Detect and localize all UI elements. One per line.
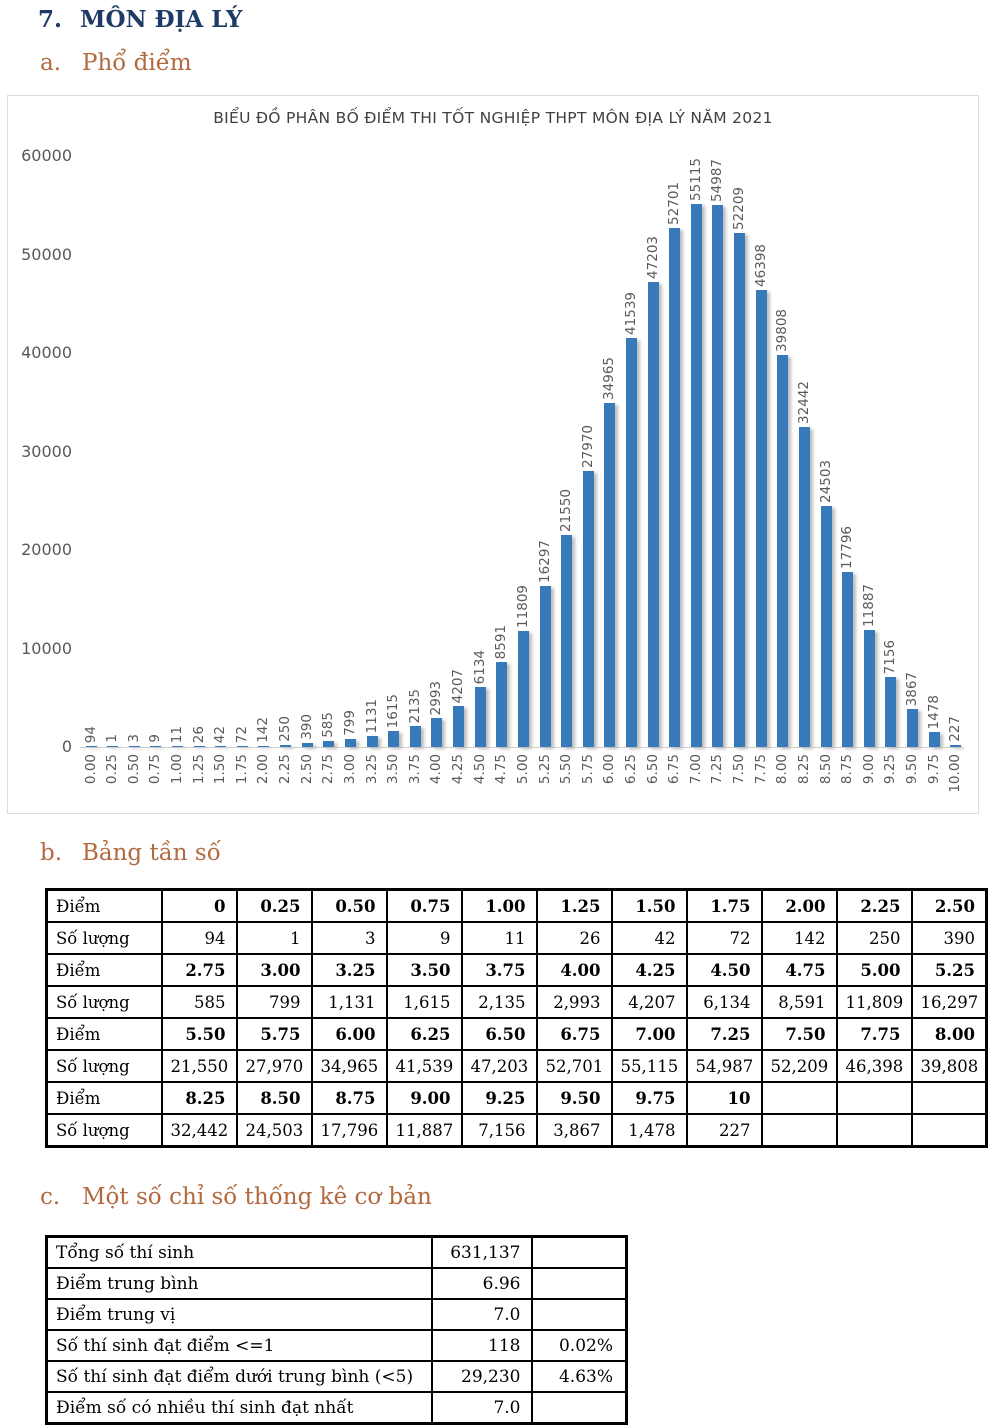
stats-row-percent: [532, 1268, 627, 1299]
bar: [280, 745, 291, 747]
subsection-a-marker: a.: [40, 50, 62, 76]
freq-cell: 585: [162, 986, 237, 1018]
bar: [842, 572, 853, 747]
bar-value-label: 16297: [536, 540, 553, 583]
bar-value-label: 11809: [514, 585, 531, 628]
x-axis-tick-label: 4.25: [450, 754, 467, 785]
bar: [302, 743, 313, 747]
bar: [712, 205, 723, 747]
freq-cell: 55,115: [612, 1050, 687, 1082]
stats-row-percent: 0.02%: [532, 1330, 627, 1361]
stats-row-label: Điểm trung vị: [47, 1299, 432, 1330]
freq-cell: 5.00: [837, 954, 912, 986]
x-axis-tick-label: 4.75: [493, 754, 510, 785]
bar-value-label: 11: [168, 725, 185, 743]
freq-row-label: Điểm: [47, 954, 162, 986]
freq-cell: 46,398: [837, 1050, 912, 1082]
bar-value-label: 42: [212, 725, 229, 743]
freq-cell: 9.75: [612, 1082, 687, 1114]
freq-cell: [762, 1082, 837, 1114]
freq-cell: 24,503: [237, 1114, 312, 1147]
freq-cell: 52,701: [537, 1050, 612, 1082]
y-axis-tick-label: 50000: [21, 244, 72, 264]
freq-cell: 142: [762, 922, 837, 954]
freq-cell: 5.25: [912, 954, 987, 986]
section-heading: [38, 6, 242, 33]
freq-cell: 0.50: [312, 890, 387, 923]
bar-value-label: 142: [255, 717, 272, 743]
subsection-b-marker: b.: [40, 840, 63, 866]
freq-cell: 2,993: [537, 986, 612, 1018]
freq-cell: 390: [912, 922, 987, 954]
stats-table-row: [47, 1330, 627, 1361]
bar-value-label: 27970: [579, 425, 596, 468]
freq-row-label: Số lượng: [47, 986, 162, 1018]
freq-cell: 0: [162, 890, 237, 923]
bar-value-label: 47203: [644, 236, 661, 279]
bar: [648, 282, 659, 747]
x-axis-tick-label: 9.25: [882, 754, 899, 785]
y-axis-tick-label: 30000: [21, 441, 72, 461]
freq-cell: 54,987: [687, 1050, 762, 1082]
freq-cell: 1: [237, 922, 312, 954]
bar: [410, 726, 421, 747]
bar: [950, 745, 961, 747]
freq-cell: 4,207: [612, 986, 687, 1018]
x-axis-tick-label: 2.25: [277, 754, 294, 785]
bar: [907, 709, 918, 747]
freq-cell: 8.50: [237, 1082, 312, 1114]
stats-row-value: 631,137: [432, 1237, 532, 1269]
freq-cell: 2.00: [762, 890, 837, 923]
x-axis-tick-label: 3.00: [341, 754, 358, 785]
stats-row-label: Số thí sinh đạt điểm dưới trung bình (<5): [47, 1361, 432, 1392]
x-axis-tick-label: 2.00: [255, 754, 272, 785]
x-axis-tick-label: 5.00: [514, 754, 531, 785]
bar: [129, 746, 140, 747]
freq-cell: 21,550: [162, 1050, 237, 1082]
x-axis-tick-label: 3.25: [363, 754, 380, 785]
bar: [323, 741, 334, 747]
stats-row-label: Điểm số có nhiều thí sinh đạt nhất: [47, 1392, 432, 1424]
chart-title: BIỂU ĐỒ PHÂN BỐ ĐIỂM THI TỐT NGHIỆP THPT MÔN ĐỊA LÝ NĂM 2021: [213, 109, 773, 127]
freq-cell: 26: [537, 922, 612, 954]
freq-cell: 8.25: [162, 1082, 237, 1114]
bar-value-label: 34965: [601, 357, 618, 400]
bar-value-label: 52209: [731, 187, 748, 230]
x-axis-tick-label: 7.00: [687, 754, 704, 785]
freq-row-label: Số lượng: [47, 1114, 162, 1147]
freq-cell: 7.50: [762, 1018, 837, 1050]
freq-cell: 6,134: [687, 986, 762, 1018]
bar: [215, 746, 226, 747]
stats-table-row: [47, 1392, 627, 1424]
freq-cell: 7.00: [612, 1018, 687, 1050]
freq-cell: 94: [162, 922, 237, 954]
bar: [496, 662, 507, 747]
stats-row-value: 7.0: [432, 1392, 532, 1424]
bar-value-label: 46398: [752, 244, 769, 287]
stats-row-label: Điểm trung bình: [47, 1268, 432, 1299]
subsection-c-heading: [40, 1184, 432, 1210]
freq-row-label: Điểm: [47, 1018, 162, 1050]
freq-cell: 2.75: [162, 954, 237, 986]
x-axis-tick-label: 0.00: [82, 754, 99, 785]
x-axis-tick-label: 1.25: [190, 754, 207, 785]
stats-row-label: Số thí sinh đạt điểm <=1: [47, 1330, 432, 1361]
bar: [561, 535, 572, 747]
x-axis-tick-label: 8.00: [774, 754, 791, 785]
freq-cell: 16,297: [912, 986, 987, 1018]
freq-cell: 9: [387, 922, 462, 954]
bar-value-label: 3867: [904, 671, 921, 706]
bar: [885, 677, 896, 747]
freq-cell: [762, 1114, 837, 1147]
freq-cell: 6.75: [537, 1018, 612, 1050]
bar: [107, 746, 118, 747]
x-axis-tick-label: 6.25: [623, 754, 639, 785]
bar-value-label: 39808: [774, 309, 791, 352]
bar-value-label: 32442: [795, 381, 812, 424]
freq-cell: 8.00: [912, 1018, 987, 1050]
bar: [583, 471, 594, 747]
bar: [756, 290, 767, 747]
freq-cell: 1.50: [612, 890, 687, 923]
bar: [367, 736, 378, 747]
stats-row-value: 7.0: [432, 1299, 532, 1330]
freq-row-label: Số lượng: [47, 922, 162, 954]
x-axis-tick-label: 9.50: [904, 754, 921, 785]
subsection-b-heading: [40, 840, 221, 866]
freq-cell: 1.75: [687, 890, 762, 923]
statistics-table: [45, 1235, 628, 1425]
x-axis-tick-label: 9.00: [860, 754, 877, 785]
freq-cell: 9.50: [537, 1082, 612, 1114]
freq-table-row: [47, 1114, 987, 1147]
freq-row-label: Điểm: [47, 1082, 162, 1114]
section-title: MÔN ĐỊA LÝ: [80, 6, 243, 33]
bar: [453, 706, 464, 747]
freq-cell: 11,887: [387, 1114, 462, 1147]
freq-cell: 3.50: [387, 954, 462, 986]
bar-value-label: 94: [82, 725, 99, 743]
freq-cell: 1.00: [462, 890, 537, 923]
stats-row-percent: [532, 1299, 627, 1330]
x-axis-tick-label: 0.25: [104, 754, 121, 785]
freq-cell: 10: [687, 1082, 762, 1114]
freq-table-row: [47, 954, 987, 986]
freq-row-label: Số lượng: [47, 1050, 162, 1082]
x-axis-tick-label: 8.50: [817, 754, 834, 785]
x-axis-tick-label: 2.50: [298, 754, 315, 785]
freq-table-row: [47, 1018, 987, 1050]
stats-row-value: 6.96: [432, 1268, 532, 1299]
freq-cell: 1.25: [537, 890, 612, 923]
x-axis-tick-label: 8.25: [795, 754, 812, 785]
bar-value-label: 1478: [925, 694, 942, 729]
x-axis-tick-label: 5.75: [579, 754, 596, 785]
freq-cell: 72: [687, 922, 762, 954]
bar-value-label: 54987: [709, 159, 726, 202]
freq-cell: 1,131: [312, 986, 387, 1018]
freq-cell: 32,442: [162, 1114, 237, 1147]
bar: [864, 630, 875, 747]
freq-cell: 27,970: [237, 1050, 312, 1082]
freq-cell: 250: [837, 922, 912, 954]
score-distribution-chart: [7, 95, 979, 814]
freq-cell: 7,156: [462, 1114, 537, 1147]
freq-cell: 4.00: [537, 954, 612, 986]
freq-cell: 4.25: [612, 954, 687, 986]
freq-cell: 1,615: [387, 986, 462, 1018]
freq-cell: 3: [312, 922, 387, 954]
freq-cell: [912, 1114, 987, 1147]
x-axis-tick-label: 6.00: [601, 754, 618, 785]
freq-table-row: [47, 1050, 987, 1082]
bar: [669, 228, 680, 747]
bar-value-label: 41539: [623, 292, 639, 335]
x-axis-tick-label: 7.50: [731, 754, 748, 785]
x-axis-tick-label: 2.75: [320, 754, 337, 785]
freq-cell: 0.75: [387, 890, 462, 923]
freq-cell: [837, 1082, 912, 1114]
bar-value-label: 26: [190, 725, 207, 743]
freq-cell: 0.25: [237, 890, 312, 923]
freq-cell: 5.50: [162, 1018, 237, 1050]
bar: [237, 746, 248, 747]
bar-value-label: 9: [147, 734, 164, 743]
x-axis-tick-label: 8.75: [839, 754, 856, 785]
freq-table-row: [47, 986, 987, 1018]
x-axis-tick-label: 7.25: [709, 754, 726, 785]
bar-value-label: 227: [947, 716, 964, 742]
x-axis-tick-label: 4.00: [428, 754, 445, 785]
bar: [799, 427, 810, 747]
x-axis-tick-label: 3.75: [406, 754, 423, 785]
x-axis-tick-label: 10.00: [947, 754, 964, 793]
bar: [172, 746, 183, 747]
y-axis-tick-label: 0: [61, 737, 72, 756]
freq-cell: 11,809: [837, 986, 912, 1018]
freq-cell: [912, 1082, 987, 1114]
bar-value-label: 799: [341, 710, 358, 736]
subsection-c-title: Một số chỉ số thống kê cơ bản: [82, 1184, 432, 1210]
stats-table-row: [47, 1268, 627, 1299]
bar-value-label: 2993: [428, 680, 445, 715]
section-number: 7.: [38, 6, 63, 33]
bar: [150, 746, 161, 747]
stats-row-percent: 4.63%: [532, 1361, 627, 1392]
freq-cell: 8,591: [762, 986, 837, 1018]
freq-cell: 47,203: [462, 1050, 537, 1082]
bar-value-label: 52701: [666, 182, 683, 225]
freq-cell: 7.25: [687, 1018, 762, 1050]
y-axis-tick-label: 60000: [21, 146, 72, 165]
freq-cell: [837, 1114, 912, 1147]
freq-cell: 6.50: [462, 1018, 537, 1050]
subsection-a-heading: [40, 50, 192, 76]
bar-value-label: 250: [277, 716, 294, 742]
freq-cell: 2.50: [912, 890, 987, 923]
bar-value-label: 21550: [558, 489, 575, 532]
freq-cell: 3,867: [537, 1114, 612, 1147]
bar-value-label: 6134: [471, 649, 488, 684]
x-axis-tick-label: 4.50: [471, 754, 488, 785]
bar-value-label: 11887: [860, 584, 877, 627]
stats-row-value: 29,230: [432, 1361, 532, 1392]
bar-value-label: 390: [298, 714, 315, 740]
x-axis-tick-label: 6.75: [666, 754, 683, 785]
bar: [821, 506, 832, 747]
bar: [86, 746, 97, 747]
subsection-c-marker: c.: [40, 1184, 61, 1210]
freq-cell: 4.75: [762, 954, 837, 986]
bar-value-label: 2135: [406, 688, 423, 723]
subsection-a-title: Phổ điểm: [82, 50, 192, 76]
bar-value-label: 1615: [385, 693, 402, 728]
freq-cell: 41,539: [387, 1050, 462, 1082]
bar-value-label: 3: [125, 734, 142, 743]
stats-row-percent: [532, 1237, 627, 1269]
bar-value-label: 4207: [450, 668, 467, 703]
stats-row-value: 118: [432, 1330, 532, 1361]
x-axis-tick-label: 5.25: [536, 754, 553, 785]
bar: [691, 204, 702, 747]
x-axis-tick-label: 0.50: [125, 754, 142, 785]
freq-cell: 11: [462, 922, 537, 954]
stats-table-row: [47, 1361, 627, 1392]
bar: [604, 403, 615, 747]
freq-cell: 3.75: [462, 954, 537, 986]
bar: [345, 739, 356, 747]
bar: [929, 732, 940, 747]
freq-cell: 42: [612, 922, 687, 954]
x-axis-tick-label: 5.50: [558, 754, 575, 785]
freq-cell: 5.75: [237, 1018, 312, 1050]
bar: [431, 718, 442, 747]
freq-cell: 6.25: [387, 1018, 462, 1050]
freq-cell: 2,135: [462, 986, 537, 1018]
freq-table-row: [47, 890, 987, 923]
freq-cell: 799: [237, 986, 312, 1018]
bar-value-label: 55115: [687, 158, 704, 201]
x-axis-tick-label: 1.00: [168, 754, 185, 785]
y-axis-tick-label: 10000: [21, 638, 72, 658]
bar-value-label: 585: [320, 712, 337, 738]
bar: [540, 586, 551, 747]
freq-cell: 3.25: [312, 954, 387, 986]
freq-table-row: [47, 922, 987, 954]
x-axis-tick-label: 1.50: [212, 754, 229, 785]
freq-row-label: Điểm: [47, 890, 162, 923]
freq-cell: 34,965: [312, 1050, 387, 1082]
freq-cell: 3.00: [237, 954, 312, 986]
stats-row-label: Tổng số thí sinh: [47, 1237, 432, 1269]
bar-value-label: 1131: [363, 698, 380, 733]
x-axis-tick-label: 1.75: [233, 754, 250, 785]
bar-value-label: 8591: [493, 624, 510, 659]
bar: [518, 631, 529, 747]
bar: [475, 687, 486, 747]
freq-cell: 9.00: [387, 1082, 462, 1114]
bar: [734, 233, 745, 747]
freq-cell: 1,478: [612, 1114, 687, 1147]
freq-table-row: [47, 1082, 987, 1114]
freq-cell: 52,209: [762, 1050, 837, 1082]
freq-cell: 17,796: [312, 1114, 387, 1147]
freq-cell: 9.25: [462, 1082, 537, 1114]
x-axis-tick-label: 9.75: [925, 754, 942, 785]
x-axis-tick-label: 6.50: [644, 754, 661, 785]
bar-value-label: 7156: [882, 639, 899, 674]
y-axis-tick-label: 40000: [21, 343, 72, 362]
freq-cell: 227: [687, 1114, 762, 1147]
bar-value-label: 72: [233, 725, 250, 743]
x-axis-line: [80, 747, 962, 748]
y-axis-tick-label: 20000: [21, 540, 72, 559]
stats-table-row: [47, 1299, 627, 1330]
bar-value-label: 24503: [817, 460, 834, 503]
subsection-b-title: Bảng tần số: [82, 840, 221, 866]
freq-cell: 4.50: [687, 954, 762, 986]
freq-cell: 7.75: [837, 1018, 912, 1050]
x-axis-tick-label: 7.75: [752, 754, 769, 785]
x-axis-tick-label: 3.50: [385, 754, 402, 785]
bar: [777, 355, 788, 747]
bar-value-label: 17796: [839, 526, 856, 569]
bar: [626, 338, 637, 747]
bar: [258, 746, 269, 747]
bar-value-label: 1: [104, 734, 121, 743]
frequency-table: [45, 888, 988, 1148]
stats-row-percent: [532, 1392, 627, 1424]
stats-table-row: [47, 1237, 627, 1269]
freq-cell: 8.75: [312, 1082, 387, 1114]
x-axis-tick-label: 0.75: [147, 754, 164, 785]
freq-cell: 2.25: [837, 890, 912, 923]
bar: [388, 731, 399, 747]
freq-cell: 6.00: [312, 1018, 387, 1050]
freq-cell: 39,808: [912, 1050, 987, 1082]
bar: [194, 746, 205, 747]
